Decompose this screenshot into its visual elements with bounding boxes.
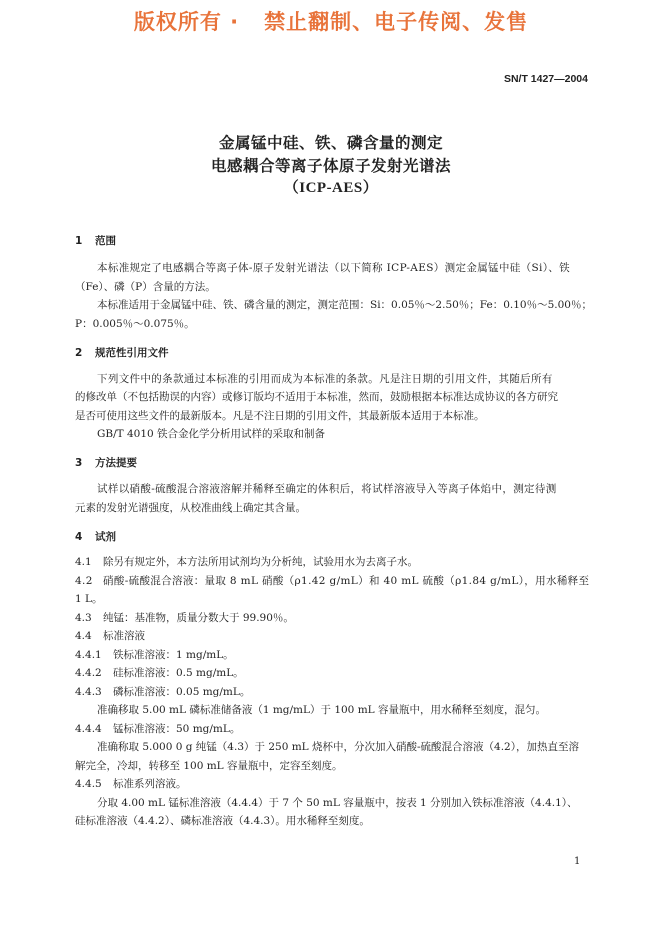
clause-text: 硝酸-硫酸混合溶液：量取 8 mL 硝酸（ρ1.42 g/mL）和 40 mL 硫酸（ρ1.84 g/mL），用水稀释至: [103, 575, 590, 587]
title-line-2: 电感耦合等离子体原子发射光谱法: [210, 157, 451, 175]
clause-4-4-3: [75, 685, 590, 699]
paragraph-line: 硅标准溶液（4.4.2）、磷标准溶液（4.4.3）。用水稀释至刻度。: [75, 815, 370, 827]
clause-4-1: [75, 555, 590, 569]
clause-text: 标准系列溶液。: [113, 778, 187, 790]
paragraph-line: 的修改单（不包括勘误的内容）或修订版均不适用于本标准，然而，鼓励根据本标准达成协议的各方研究: [75, 391, 558, 403]
clause-4-4: [75, 629, 590, 643]
page-number: 1: [574, 856, 581, 867]
clause-number: 4.3: [75, 612, 92, 624]
clause-text: 纯锰：基准物，质量分数大于 99.90％。: [103, 612, 294, 624]
section-number: 4: [75, 531, 83, 543]
section-number: 1: [75, 235, 83, 247]
paragraph-line: 解完全，冷却，转移至 100 mL 容量瓶中，定容至刻度。: [75, 760, 343, 772]
section-title: 规范性引用文件: [95, 347, 169, 359]
clause-text: 标准溶液: [103, 630, 145, 642]
section-2-heading: [75, 345, 169, 360]
clause-text: 硅标准溶液：0.5 mg/mL。: [113, 667, 244, 679]
section-1-heading: [75, 233, 116, 248]
clause-number: 4.1: [75, 556, 92, 568]
clause-text: 除另有规定外，本方法所用试剂均为分析纯，试验用水为去离子水。: [103, 556, 418, 568]
clause-number: 4.4.2: [75, 667, 102, 679]
section-number: 2: [75, 347, 83, 359]
paragraph-line: 准确移取 5.00 mL 磷标准储备液（1 mg/mL）于 100 mL 容量瓶中，用水稀释至刻度，混匀。: [97, 704, 546, 716]
paragraph-line: 下列文件中的条款通过本标准的引用而成为本标准的条款。凡是注日期的引用文件，其随后所有: [97, 373, 553, 385]
reference-entry: GB/T 4010 铁合金化学分析用试样的采取和制备: [97, 428, 326, 440]
paragraph-line: 元素的发射光谱强度，从校准曲线上确定其含量。: [75, 502, 306, 514]
section-title: 方法提要: [95, 457, 137, 469]
clause-number: 4.2: [75, 575, 93, 587]
section-3-heading: [75, 455, 137, 470]
clause-number: 4.4.5: [75, 778, 102, 790]
clause-text: 锰标准溶液：50 mg/mL。: [113, 723, 241, 735]
copyright-watermark: 版权所有 · 禁止翻制、电子传阅、发售: [133, 10, 529, 34]
title-line-3: （ICP-AES）: [283, 180, 379, 196]
section-title: 范围: [95, 235, 116, 247]
paragraph-line: 1 L。: [75, 593, 103, 605]
paragraph-line: 是否可使用这些文件的最新版本。凡是不注日期的引用文件，其最新版本适用于本标准。: [75, 410, 485, 422]
section-4-heading: [75, 529, 116, 544]
paragraph-line: P：0.005％～0.075％。: [75, 318, 195, 330]
clause-4-2: [75, 574, 590, 588]
paragraph-line: 本标准适用于金属锰中硅、铁、磷含量的测定，测定范围：Si：0.05％～2.50％；Fe：0.10％～5.00％；: [97, 299, 592, 311]
clause-number: 4.4: [75, 630, 92, 642]
paragraph-line: （Fe）、磷（P）含量的方法。: [75, 281, 216, 293]
clause-4-3: [75, 611, 590, 625]
paragraph-line: 试样以硝酸-硫酸混合溶液溶解并稀释至确定的体积后，将试样溶液导入等离子体焰中，测定待测: [97, 483, 557, 495]
clause-4-4-1: [75, 648, 590, 662]
standard-code: SN/T 1427—2004: [503, 73, 588, 85]
paragraph-line: 准确称取 5.000 0 g 纯锰（4.3）于 250 mL 烧杯中，分次加入硝酸-硫酸混合溶液（4.2），加热直至溶: [97, 741, 579, 753]
clause-number: 4.4.3: [75, 686, 102, 698]
clause-number: 4.4.1: [75, 649, 102, 661]
clause-text: 磷标准溶液：0.05 mg/mL。: [113, 686, 251, 698]
paragraph-line: 本标准规定了电感耦合等离子体-原子发射光谱法（以下简称 ICP-AES）测定金属锰中硅（Si）、铁: [97, 262, 570, 274]
title-line-1: 金属锰中硅、铁、磷含量的测定: [218, 134, 443, 152]
paragraph-line: 分取 4.00 mL 锰标准溶液（4.4.4）于 7 个 50 mL 容量瓶中，按表 1 分别加入铁标准溶液（4.4.1）、: [97, 797, 578, 809]
clause-4-4-4: [75, 722, 590, 736]
section-title: 试剂: [95, 531, 116, 543]
clause-text: 铁标准溶液：1 mg/mL。: [113, 649, 234, 661]
clause-4-4-5: [75, 777, 590, 791]
clause-4-4-2: [75, 666, 590, 680]
clause-number: 4.4.4: [75, 723, 102, 735]
section-number: 3: [75, 457, 83, 469]
